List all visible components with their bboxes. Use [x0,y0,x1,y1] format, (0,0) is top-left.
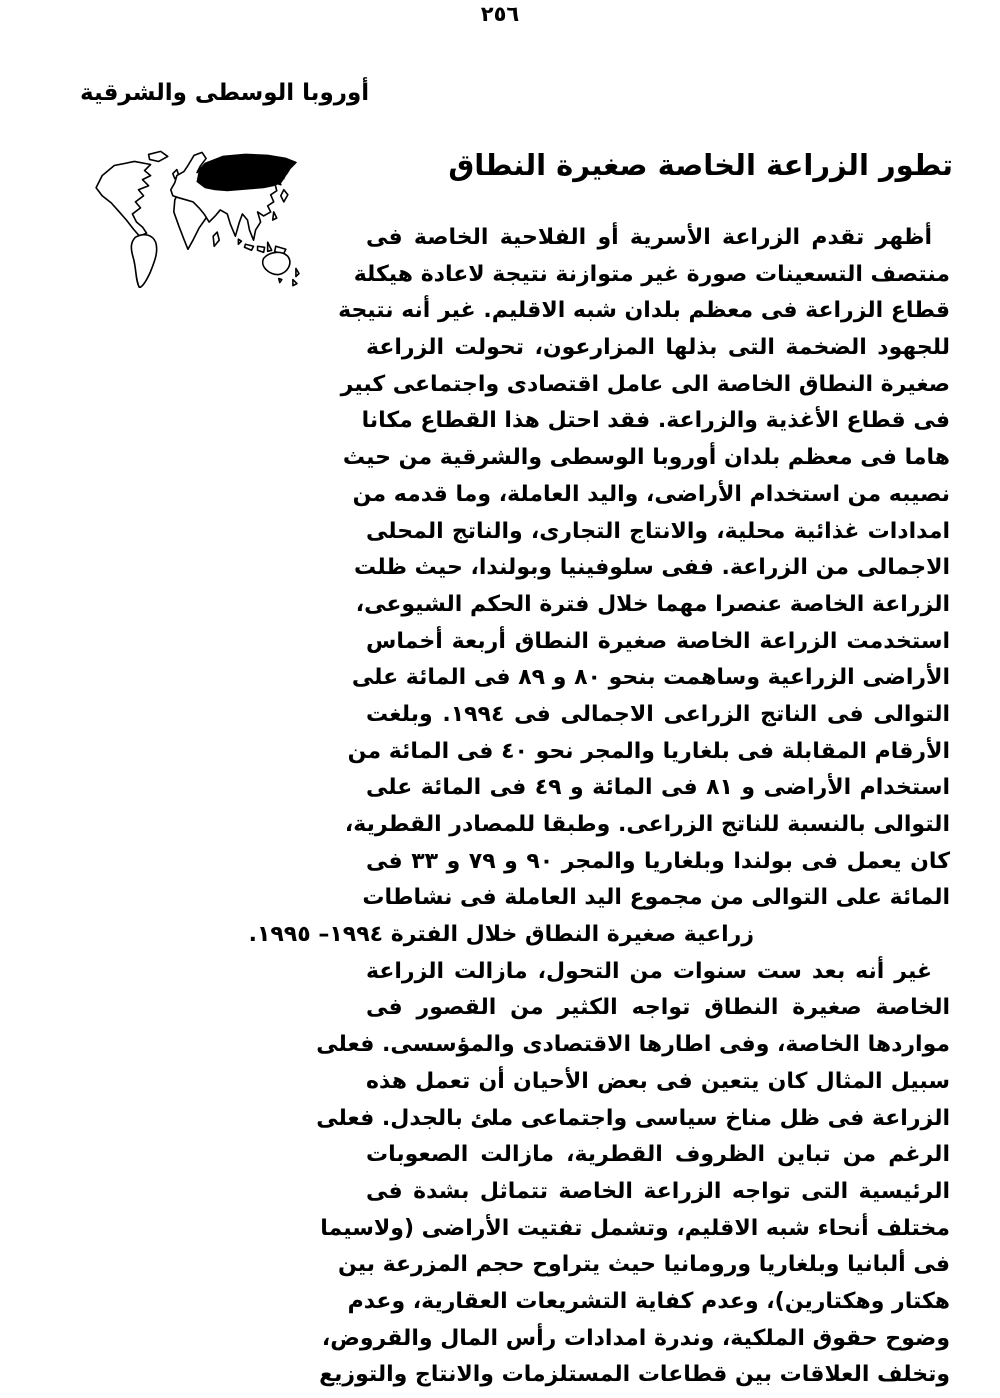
text-line: التوالى بالنسبة للناتج الزراعى. وطبقا للمصادر القطرية، [344,812,950,837]
text-line: للجهود الضخمة التى بذلها المزارعون، تحولت الزراعة [366,335,950,361]
text-line: الرغم من تباين الظروف القطرية، مازالت الصعوبات [366,1142,950,1168]
region-header: أوروبا الوسطى والشرقية [80,80,370,106]
text-line: كان يعمل فى بولندا وبلغاريا والمجر ٩٠ و ٧٩ و ٣٣ فى [366,848,950,874]
article-title: تطور الزراعة الخاصة صغيرة النطاق [448,148,953,182]
text-line: الاجمالى من الزراعة. ففى سلوفينيا وبولندا، حيث ظلت [354,555,950,581]
text-line: غير أنه بعد ست سنوات من التحول، مازالت الزراعة [366,958,932,984]
text-line: المائة على التوالى من مجموع اليد العاملة فى نشاطات [362,885,950,911]
text-line: وتخلف العلاقات بين قطاعات المستلزمات والانتاج والتوزيع [319,1362,950,1388]
paragraph-2 [316,954,950,1394]
text-line: نصيبه من استخدام الأراضى، واليد العاملة، وما قدمه من [352,481,950,507]
text-line: فى ألبانيا وبلغاريا ورومانيا حيث يتراوح حجم المزرعة بين [337,1252,950,1278]
paragraph-1 [248,220,950,954]
text-line: هاما فى معظم بلدان أوروبا الوسطى والشرقية من حيث [342,445,950,471]
text-line: الزراعة الخاصة عنصرا مهما خلال فترة الحكم الشيوعى، [355,591,950,617]
text-line: استخدمت الزراعة الخاصة صغيرة النطاق أربعة أخماس [366,628,950,654]
text-line: وضوح حقوق الملكية، وندرة امدادات رأس المال والقروض، [321,1325,950,1351]
text-line: الأرقام المقابلة فى بلغاريا والمجر نحو ٤٠ فى المائة من [347,738,950,764]
text-line: فى قطاع الأغذية والزراعة. فقد احتل هذا القطاع مكانا [361,408,950,434]
text-line: الأراضى الزراعية وساهمت بنحو ٨٠ و ٨٩ فى المائة على [351,665,950,691]
text-line: سبيل المثال كان يتعين فى بعض الأحيان أن تعمل هذه [366,1068,950,1094]
text-line: منتصف التسعينات صورة غير متوازنة نتيجة لاعادة هيكلة [353,261,950,287]
text-line: استخدام الأراضى و ٨١ فى المائة و ٤٩ فى المائة على [366,775,950,801]
text-line: مختلف أنحاء شبه الاقليم، وتشمل تفتيت الأراضى (ولاسيما [320,1215,950,1241]
text-line: زراعية صغيرة النطاق خلال الفترة ١٩٩٤– ١٩٩٥. [248,922,754,948]
text-line: صغيرة النطاق الخاصة الى عامل اقتصادى واجتماعى كبير [340,371,950,397]
text-line: الرئيسية التى تواجه الزراعة الخاصة تتماثل بشدة فى [366,1178,950,1204]
article-body [248,220,950,1394]
text-line: امدادات غذائية محلية، والانتاج التجارى، والناتج المحلى [366,518,950,544]
text-line: الزراعة فى ظل مناخ سياسى واجتماعى ملئ بالجدل. فعلى [316,1105,950,1131]
page-number: ٢٥٦ [480,2,520,26]
text-line: قطاع الزراعة فى معظم بلدان شبه الاقليم. غير أنه نتيجة [338,298,950,324]
text-line: أظهر تقدم الزراعة الأسرية أو الفلاحية الخاصة فى [366,225,932,250]
world-map-graphic [86,149,304,288]
text-line: هكتار وهكتارين)، وعدم كفاية التشريعات العقارية، وعدم [347,1288,950,1314]
world-map-icon [86,149,304,288]
text-line: الخاصة صغيرة النطاق تواجه الكثير من القصور فى [366,995,950,1021]
text-line: مواردها الخاصة، وفى اطارها الاقتصادى والمؤسسى. فعلى [316,1032,950,1058]
text-line: التوالى فى الناتج الزراعى الاجمالى فى ١٩٩٤. وبلغت [366,701,950,727]
